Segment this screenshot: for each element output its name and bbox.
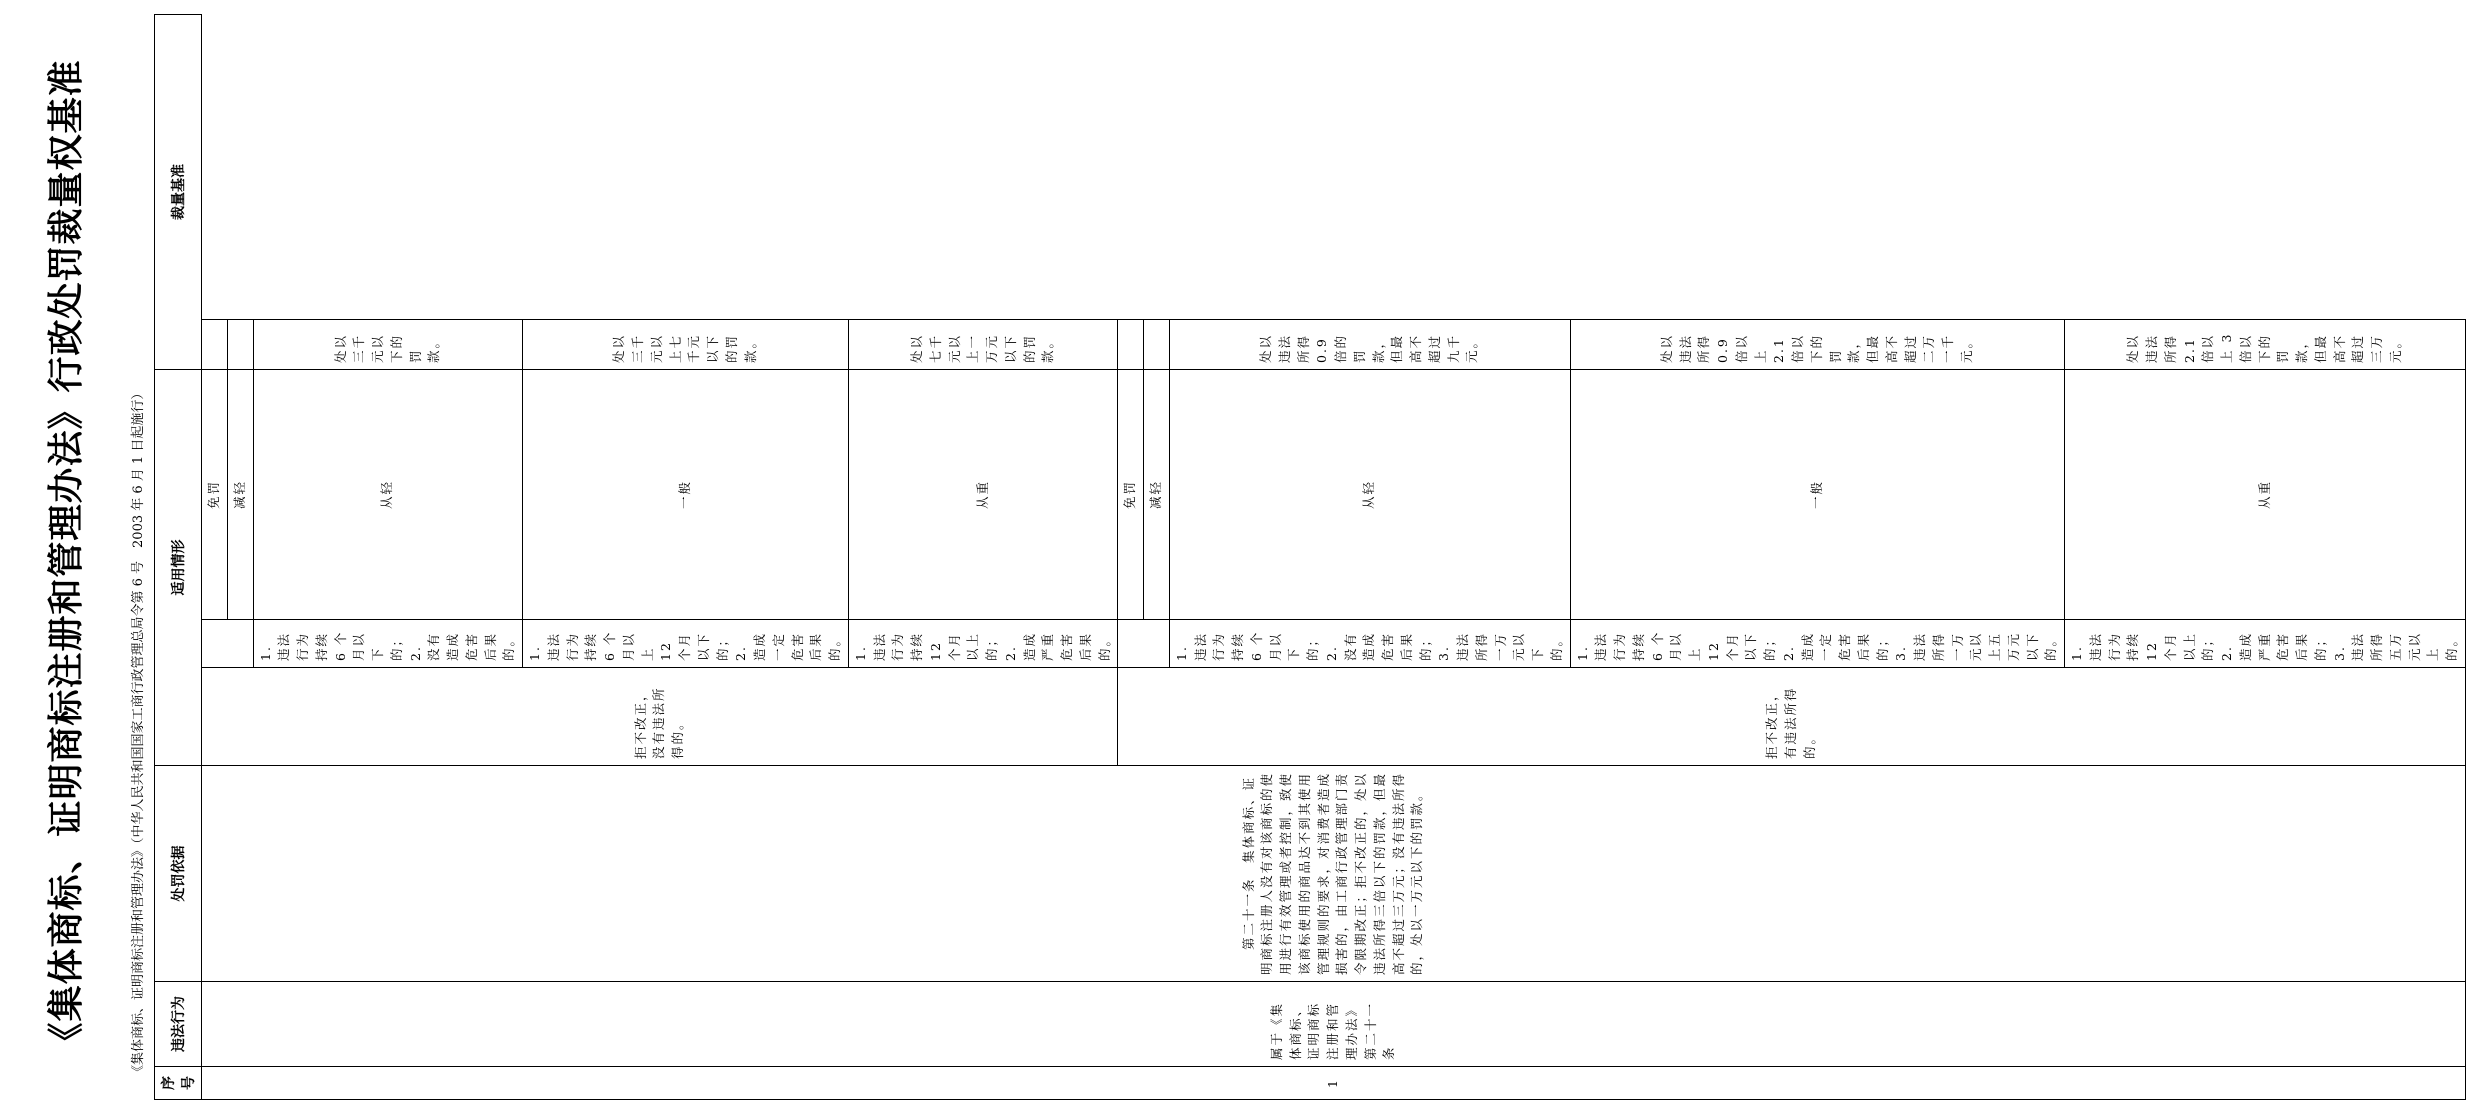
empty-cell	[1118, 620, 1170, 668]
penalty-level: 减轻	[227, 370, 253, 620]
header-standard: 裁量基准	[155, 15, 202, 370]
header-act: 违法行为	[155, 982, 202, 1067]
condition-item: 1. 违法行为持续 12 个月以上的；	[2069, 631, 2216, 661]
penalty-standard: 处以七千元以上一万元以下的罚款。	[848, 320, 1118, 370]
penalty-standard: 处以违法所得 2.1 倍以上 3 倍以下的罚款，但最高不超过三万元。	[2065, 320, 2466, 370]
penalty-standard	[202, 320, 228, 370]
condition-item: 1. 违法行为持续 6 个月以上 12 个月以下的；	[1574, 630, 1777, 661]
condition-cell	[253, 620, 523, 668]
empty-cell	[202, 620, 254, 668]
penalty-level: 免罚	[1118, 370, 1144, 620]
condition-cell	[2065, 620, 2466, 668]
condition-cell	[1169, 620, 1570, 668]
condition-cell	[523, 620, 849, 668]
penalty-level: 一般	[523, 370, 849, 620]
header-basis: 处罚依据	[155, 766, 202, 982]
row-number: 1	[202, 1067, 2466, 1100]
penalty-standard: 处以违法所得 0.9 倍的罚款，但最高不超过九千元。	[1169, 320, 1570, 370]
condition-cell	[848, 620, 1118, 668]
condition-item: 2. 没有造成危害后果的。	[407, 631, 517, 661]
penalty-basis: 第二十一条 集体商标、证明商标注册人没有对该商标的使用进行有效管理或者控制，致使该商标使用的商品达不到其使用管理规则的要求，对消费者造成损害的，由工商行政管理部门责令限期改正；拒不改正的，处以违法所得三倍以下的罚款，但最高不超过三万元；没有违法所得的，处以一万元以下的罚款。	[202, 766, 2466, 982]
condition-item: 2. 造成严重危害后果的；	[2219, 631, 2328, 661]
header-situation: 适用情形	[155, 370, 202, 766]
penalty-level: 一般	[1570, 370, 2065, 620]
situation-category: 拒不改正，有违法所得的。	[1118, 668, 2466, 766]
penalty-level: 从重	[2065, 370, 2466, 620]
condition-cell	[1570, 620, 2065, 668]
header-row	[155, 15, 202, 1100]
penalty-standard: 处以三千元以下的罚款。	[253, 320, 523, 370]
penalty-level: 从轻	[1169, 370, 1570, 620]
condition-item: 3. 违法所得五万元以上的。	[2331, 631, 2459, 661]
header-no: 序号	[155, 1067, 202, 1100]
penalty-standard	[1118, 320, 1144, 370]
condition-item: 1. 违法行为持续 6 个月以下的；	[257, 630, 404, 661]
penalty-standard	[1144, 320, 1170, 370]
condition-item: 2. 造成一定危害后果的；	[1780, 631, 1890, 661]
condition-item: 1. 违法行为持续 6 个月以下的；	[1173, 630, 1320, 661]
condition-item: 1. 违法行为持续 6 个月以上 12 个月以下的；	[527, 630, 730, 661]
penalty-standard: 处以三千元以上七千元以下的罚款。	[523, 320, 849, 370]
penalty-level: 减轻	[1144, 370, 1170, 620]
penalty-standard	[227, 320, 253, 370]
page-title: 《集体商标、证明商标注册和管理办法》行政处罚裁量权基准	[45, 59, 87, 1059]
condition-item: 3. 违法所得一万元以上五万元以下的。	[1893, 631, 2059, 661]
situation-category: 拒不改正，没有违法所得的。	[202, 668, 1118, 766]
penalty-level: 从轻	[253, 370, 523, 620]
condition-item: 3. 违法所得一万元以下的。	[1436, 631, 1564, 661]
penalty-level: 免罚	[202, 370, 228, 620]
condition-item: 2. 造成一定危害后果的。	[733, 631, 842, 661]
page-subtitle: 《集体商标、证明商标注册和管理办法》（中华人民共和国国家工商行政管理总局令第 6 号 2003 年 6 月 1 日起施行）	[131, 386, 146, 1078]
condition-item: 2. 造成严重危害后果的。	[1002, 631, 1112, 661]
table-row	[202, 15, 228, 1100]
illegal-act: 属于《集体商标、证明商标注册和管理办法》第二十一条	[202, 982, 2466, 1067]
condition-item: 2. 没有造成危害后果的；	[1323, 631, 1433, 661]
penalty-standard: 处以违法所得 0.9 倍以上 2.1 倍以下的罚款，但最高不超过二万一千元。	[1570, 320, 2065, 370]
penalty-level: 从重	[848, 370, 1118, 620]
condition-item: 1. 违法行为持续 12 个月以上的；	[852, 631, 999, 661]
discretion-table	[154, 14, 2466, 1100]
